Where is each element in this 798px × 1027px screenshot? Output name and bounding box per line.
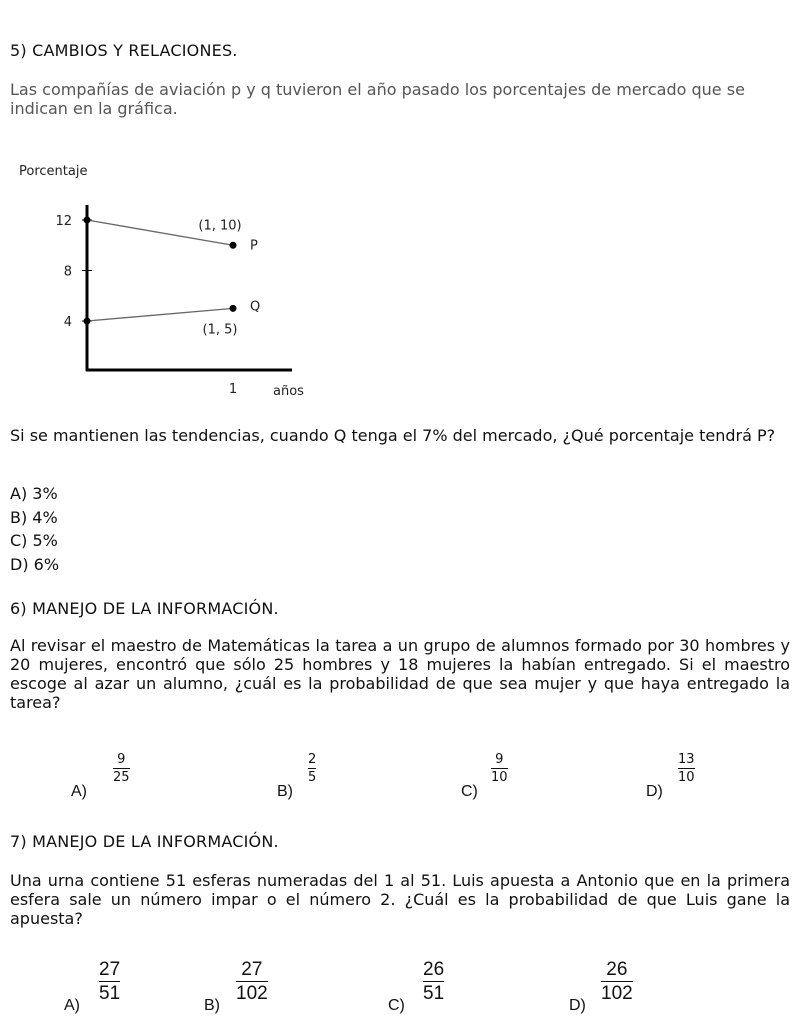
q7-heading: 7) MANEJO DE LA INFORMACIÓN. [10, 832, 279, 851]
q6-body: Al revisar el maestro de Matemáticas la tarea a un grupo de alumnos formado por 30 hombres y 20 mujeres, encontró que sólo 25 hombres y 18 mujeres la habían entregado. Si el maestro escoge al azar un alumno, ¿cuál es la probabilidad de que sea mujer y que haya entregado la tarea? [10, 636, 790, 712]
fraction-bar [678, 768, 695, 769]
q6-option-a-fraction [113, 753, 130, 784]
x-axis-label: años [273, 384, 304, 399]
q7-body: Una urna contiene 51 esferas numeradas del 1 al 51. Luis apuesta a Antonio que en la primera esfera sale un número impar o el número 2. ¿Cuál es la probabilidad de que Luis gane la apuesta? [10, 871, 790, 928]
q6-option-c-fraction [491, 753, 508, 784]
series-p-point-label: (1, 10) [198, 218, 242, 234]
q5-question: Si se mantienen las tendencias, cuando Q tenga el 7% del mercado, ¿Qué porcentaje tendrá P? [10, 426, 776, 445]
q5-option-d: D) 6% [10, 554, 60, 574]
q6-option-b-fraction [308, 753, 316, 784]
q5-option-b: B) 4% [10, 507, 58, 527]
fraction-denominator: 51 [423, 983, 445, 1004]
fraction-numerator: 13 [678, 752, 695, 767]
fraction-bar [113, 768, 130, 769]
fraction-numerator: 9 [117, 752, 126, 767]
series-q-name: Q [250, 299, 261, 315]
q6-option-c-label: C) [461, 783, 478, 800]
x-tick-label: 1 [228, 382, 238, 397]
series-p-start-point [84, 217, 91, 224]
q5-heading: 5) CAMBIOS Y RELACIONES. [10, 41, 238, 60]
q6-option-b-label: B) [277, 783, 293, 800]
q7-option-d-fraction [601, 960, 633, 1003]
fraction-numerator: 26 [606, 959, 628, 980]
fraction-bar [423, 981, 444, 982]
fraction-numerator: 27 [99, 959, 121, 980]
q7-option-d-label: D) [569, 997, 586, 1014]
series-q-end-point [230, 305, 237, 312]
y-tick-label: 12 [55, 214, 72, 229]
q7-option-a-fraction [99, 960, 120, 1003]
series-q-start-point [84, 318, 91, 325]
q5-intro: Las compañías de aviación p y q tuvieron el año pasado los porcentajes de mercado que se indican en la gráfica. [10, 80, 745, 118]
q5-options [10, 482, 59, 576]
q6-option-d-label: D) [646, 783, 663, 800]
fraction-denominator: 10 [491, 770, 508, 785]
fraction-bar [308, 768, 316, 769]
series-q-point-label: (1, 5) [202, 322, 238, 338]
y-axis-label: Porcentaje [19, 164, 88, 179]
fraction-denominator: 51 [99, 983, 121, 1004]
fraction-denominator: 102 [236, 983, 268, 1004]
fraction-numerator: 9 [495, 752, 504, 767]
chart-series [84, 217, 261, 338]
fraction-numerator: 26 [423, 959, 445, 980]
q7-option-b-label: B) [204, 997, 220, 1014]
q7-option-c-label: C) [388, 997, 405, 1014]
q5-option-c: C) 5% [10, 531, 58, 550]
x-ticks [229, 382, 237, 397]
fraction-bar [491, 768, 508, 769]
y-tick-label: 4 [63, 315, 72, 330]
fraction-denominator: 10 [678, 770, 695, 785]
series-p-name: P [250, 238, 258, 254]
y-tick-label: 8 [63, 264, 72, 280]
fraction-denominator: 5 [308, 770, 317, 785]
q6-option-d-fraction [678, 753, 695, 784]
series-q-line [87, 308, 233, 321]
fraction-numerator: 27 [241, 959, 263, 980]
fraction-bar [99, 981, 120, 982]
fraction-numerator: 2 [308, 752, 317, 767]
q5-option-a: A) 3% [10, 484, 58, 503]
q7-option-b-fraction [236, 960, 268, 1003]
q7-option-a-label: A) [64, 997, 80, 1014]
fraction-denominator: 25 [113, 770, 130, 785]
fraction-bar [236, 981, 268, 982]
q6-option-a-label: A) [71, 783, 87, 800]
fraction-bar [601, 981, 633, 982]
fraction-denominator: 102 [601, 983, 633, 1004]
q6-heading: 6) MANEJO DE LA INFORMACIÓN. [10, 599, 279, 618]
market-share-chart [0, 150, 340, 410]
q7-option-c-fraction [423, 960, 444, 1003]
series-p-end-point [230, 242, 237, 249]
